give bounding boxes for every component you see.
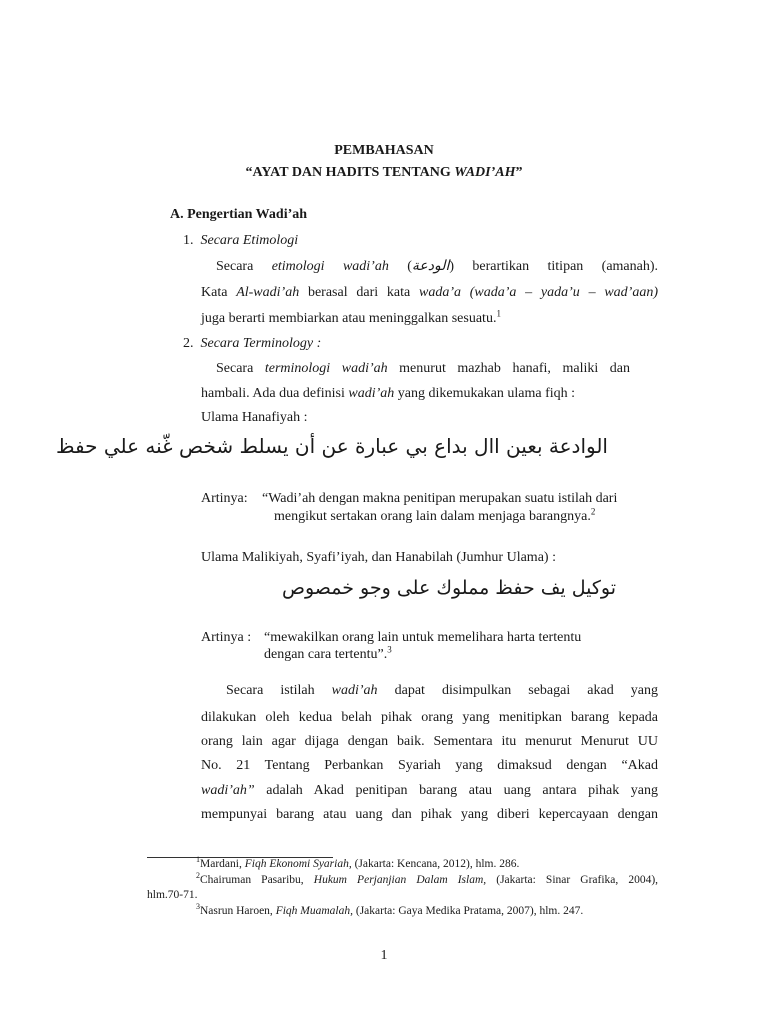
text-wadiah: wadi’ah: [348, 386, 395, 401]
artinya-2-line-1: “mewakilkan orang lain untuk memelihara harta tertentu: [264, 630, 582, 645]
footnote-ref-3: 3: [387, 644, 392, 655]
arabic-definition-jumhur: توكيل يف حفظ مملوك على وجو خمصوص: [282, 577, 616, 599]
arabic-definition-hanafiyah: الوادعة بعين اال بداع بي عبارة عن أن يسلط شخص غّنه علي حفظ: [56, 434, 608, 458]
footnote-title: Fiqh Ekonomi Syariah,: [244, 858, 352, 870]
subheading-label: Secara Etimologi: [200, 233, 299, 248]
conclusion-line-1: [226, 683, 658, 699]
footnote-2: [196, 871, 659, 886]
text-hambali: hambali. Ada dua definisi: [201, 386, 345, 401]
subheading-number: 1.: [183, 233, 194, 248]
conclusion-line-5: [201, 783, 658, 799]
footnote-title: Fiqh Muamalah,: [275, 905, 353, 917]
ulama-hanafiyah-label: Ulama Hanafiyah :: [201, 410, 308, 425]
text-wadaa: wada’a (wada’a – yada’u – wad’aan): [418, 285, 658, 300]
text-wadiah-akad: wadi’ah”: [201, 783, 255, 798]
text-paren-open: (: [407, 259, 412, 274]
footnote-ref-2: 2: [590, 506, 596, 517]
text-alwadiah: Al-wadi’ah: [236, 285, 300, 300]
footnote-number: 3: [196, 902, 200, 912]
conclusion-line-6: mempunyai barang atau uang dan pihak yang diberi kepercayaan dengan: [201, 807, 658, 822]
section-heading-a: A. Pengertian Wadi’ah: [170, 207, 308, 222]
text-secara: Secara: [216, 259, 254, 274]
page-subtitle: [0, 165, 768, 181]
text-menurut-mazhab: menurut mazhab hanafi, maliki dan: [399, 361, 630, 376]
footnote-3: [196, 902, 584, 917]
footnote-number: 1: [196, 855, 200, 865]
artinya-1-label: Artinya:: [201, 491, 248, 506]
text-dapat-disimpulkan: dapat disimpulkan sebagai akad yang: [394, 683, 659, 698]
artinya-1-line-2: [274, 506, 596, 525]
subheading-etimologi: [183, 233, 298, 249]
terminology-line-1: [216, 361, 630, 377]
text-terminologi-wadiah: terminologi wadi’ah: [264, 361, 388, 376]
footnote-number: 2: [196, 871, 200, 881]
text-juga-berarti: juga berarti membiarkan atau meninggalkan sesuatu.: [201, 311, 497, 326]
text-berartikan: ) berartikan titipan (amanah).: [449, 259, 659, 274]
footnote-ref-1: 1: [496, 308, 501, 319]
subheading-terminology: [183, 336, 321, 352]
footnote-publication: (Jakarta: Kencana, 2012), hlm. 286.: [354, 858, 520, 870]
artinya-2-label: Artinya :: [201, 630, 252, 645]
conclusion-line-3: orang lain agar dijaga dengan baik. Sementara itu menurut Menurut UU: [201, 734, 658, 749]
artinya-2-text: dengan cara tertentu”.: [264, 647, 388, 662]
terminology-line-2: [201, 386, 575, 402]
text-wadiah: wadi’ah: [331, 683, 378, 698]
subtitle-prefix: “AYAT DAN HADITS TENTANG: [245, 165, 455, 180]
text-etimologi: etimologi: [271, 259, 325, 274]
text-dikemukakan: yang dikemukakan ulama fiqh :: [397, 386, 576, 401]
subheading-number: 2.: [183, 336, 194, 351]
footnote-author: Chairuman Pasaribu,: [200, 874, 304, 886]
page-title: PEMBAHASAN: [334, 143, 434, 158]
text-kata: Kata: [201, 285, 228, 300]
text-secara-istilah: Secara istilah: [226, 683, 315, 698]
text-adalah-akad: adalah Akad penitipan barang atau uang antara pihak yang: [266, 783, 659, 798]
arabic-wadiah-term: الودعة: [411, 258, 450, 274]
ulama-jumhur-label: Ulama Malikiyah, Syafi’iyah, dan Hanabilah (Jumhur Ulama) :: [201, 550, 556, 565]
footnote-1: [196, 855, 520, 870]
footnote-2-continued: hlm.70-71.: [147, 889, 198, 901]
footnote-author: Mardani,: [200, 858, 242, 870]
footnote-publication: (Jakarta: Sinar Grafika, 2004),: [496, 874, 659, 886]
etimologi-line-2: [201, 285, 658, 301]
conclusion-line-2: dilakukan oleh kedua belah pihak orang yang menitipkan barang kepada: [201, 710, 658, 725]
conclusion-line-4: No. 21 Tentang Perbankan Syariah yang dimaksud dengan “Akad: [201, 758, 658, 773]
etimologi-line-3: [201, 308, 501, 327]
text-berasal: berasal dari kata: [307, 285, 411, 300]
page-number: 1: [380, 948, 388, 963]
subtitle-suffix: ”: [515, 165, 523, 180]
text-secara: Secara: [216, 361, 254, 376]
artinya-1-line-1: “Wadi’ah dengan makna penitipan merupakan suatu istilah dari: [262, 491, 618, 506]
subheading-label: Secara Terminology :: [200, 336, 322, 351]
text-wadiah: wadi’ah: [342, 259, 389, 274]
etimologi-line-1: [216, 258, 658, 275]
artinya-1-text: mengikut sertakan orang lain dalam menjaga barangnya.: [274, 509, 591, 524]
artinya-2-line-2: [264, 644, 392, 663]
subtitle-italic: WADI’AH: [454, 165, 516, 180]
footnote-publication: (Jakarta: Gaya Medika Pratama, 2007), hlm. 247.: [355, 905, 584, 917]
footnote-title: Hukum Perjanjian Dalam Islam,: [313, 874, 487, 886]
footnote-author: Nasrun Haroen,: [200, 905, 273, 917]
